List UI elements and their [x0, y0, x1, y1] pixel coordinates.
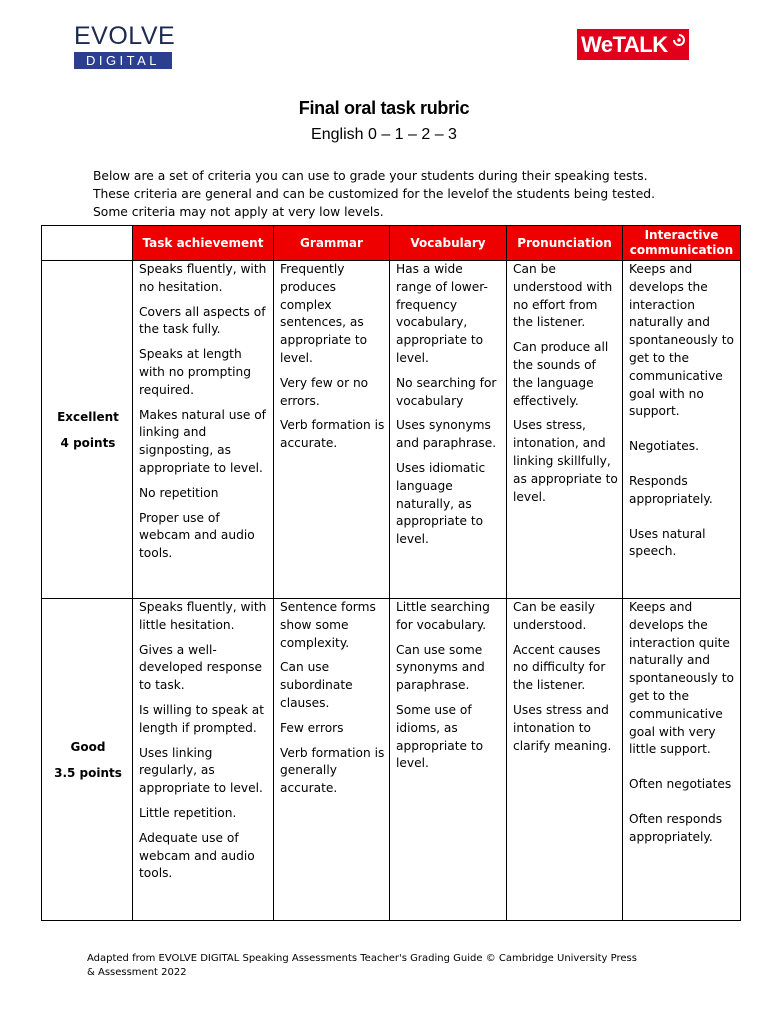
criterion: No searching for vocabulary — [396, 375, 497, 408]
level-label: Excellent — [57, 409, 119, 424]
level-excellent — [42, 261, 133, 599]
page-subtitle: English 0 – 1 – 2 – 3 — [311, 126, 457, 143]
page-title: Final oral task rubric — [298, 98, 470, 118]
criterion: Verb formation is generally accurate. — [280, 745, 385, 796]
criterion: Few errors — [280, 720, 344, 735]
criterion: Has a wide range of lower-frequency vocabulary, appropriate to level. — [396, 262, 488, 365]
criterion: Covers all aspects of the task fully. — [139, 304, 266, 337]
cell-task-achievement — [133, 599, 274, 921]
criterion: Often negotiates — [629, 777, 732, 792]
criterion: Negotiates. — [629, 439, 699, 454]
header-task-achievement: Task achievement — [133, 226, 274, 261]
criterion: Sentence forms show some complexity. — [280, 600, 376, 650]
cell-vocabulary — [390, 599, 507, 921]
header-interactive-communication: Interactive communication — [623, 226, 741, 261]
criterion: Is willing to speak at length if prompted. — [139, 702, 265, 735]
criterion: Speaks at length with no prompting required. — [139, 347, 251, 397]
criterion: Can use some synonyms and paraphrase. — [396, 642, 485, 693]
header-blank — [42, 226, 133, 261]
criterion: Can use subordinate clauses. — [280, 660, 353, 710]
cell-pronunciation — [507, 261, 623, 599]
rubric-table — [41, 225, 741, 921]
intro-line: These criteria are general and can be customized for the levelof the students being tested. — [93, 187, 655, 201]
intro-text — [93, 167, 693, 221]
criterion: Accent causes no difficulty for the listener. — [513, 642, 606, 693]
cell-grammar — [274, 261, 390, 599]
header-grammar: Grammar — [274, 226, 390, 261]
cell-interactive-communication — [623, 599, 741, 921]
swirl-icon — [672, 32, 686, 46]
header-vocabulary: Vocabulary — [390, 226, 507, 261]
criterion: Uses linking regularly, as appropriate to level. — [139, 745, 263, 796]
cell-interactive-communication — [623, 261, 741, 599]
evolve-logo-text: EVOLVE — [74, 22, 176, 50]
cell-pronunciation — [507, 599, 623, 921]
level-good — [42, 599, 133, 921]
criterion: No repetition — [139, 485, 219, 500]
criterion: Can be understood with no effort from the listener. — [513, 262, 613, 330]
wetalk-logo — [577, 29, 689, 60]
criterion: Uses idiomatic language naturally, as appropriate to level. — [396, 460, 486, 547]
table-header-row — [42, 226, 741, 261]
criterion: Some use of idioms, as appropriate to level. — [396, 702, 484, 771]
criterion: Responds appropriately. — [629, 473, 713, 506]
intro-line: Some criteria may not apply at very low levels. — [93, 205, 384, 219]
criterion: Uses stress, intonation, and linking skillfully, as appropriate to level. — [513, 418, 618, 504]
criterion: Can produce all the sounds of the language effectively. — [513, 340, 609, 408]
criterion: Keeps and develops the interaction naturally and spontaneously to get to the communicative goal with no support. — [629, 262, 734, 419]
criterion: Very few or no errors. — [280, 375, 369, 408]
criterion: Often responds appropriately. — [629, 811, 723, 844]
criterion: Makes natural use of linking and signposting, as appropriate to level. — [139, 407, 266, 475]
criterion: Little repetition. — [139, 805, 237, 820]
digital-logo-text: DIGITAL — [74, 52, 172, 69]
cell-task-achievement — [133, 261, 274, 599]
criterion: Proper use of webcam and audio tools. — [139, 510, 255, 561]
criterion: Uses stress and intonation to clarify meaning. — [513, 702, 612, 753]
criterion: Uses synonyms and paraphrase. — [396, 418, 497, 451]
level-points: 4 points — [60, 435, 116, 450]
evolve-digital-logo — [74, 24, 174, 69]
criterion: Little searching for vocabulary. — [396, 600, 490, 632]
criterion: Speaks fluently, with little hesitation. — [139, 600, 267, 632]
intro-line: Below are a set of criteria you can use to grade your students during their speaking tests. — [93, 169, 648, 183]
cell-vocabulary — [390, 261, 507, 599]
wetalk-logo-text: WeTALK — [581, 32, 668, 57]
criterion: Gives a well-developed response to task. — [139, 642, 262, 693]
cell-grammar — [274, 599, 390, 921]
footer-credit: Adapted from EVOLVE DIGITAL Speaking Assessments Teacher's Grading Guide © Cambridge University Press & Assessment 2022 — [87, 953, 637, 978]
header-pronunciation: Pronunciation — [507, 226, 623, 261]
criterion: Verb formation is accurate. — [280, 418, 385, 451]
criterion: Uses natural speech. — [629, 526, 706, 559]
level-points: 3.5 points — [54, 765, 122, 780]
table-row-excellent — [42, 261, 741, 599]
level-label: Good — [70, 739, 106, 754]
criterion: Speaks fluently, with no hesitation. — [139, 262, 267, 294]
criterion: Frequently produces complex sentences, as appropriate to level. — [280, 262, 368, 365]
table-row-good — [42, 599, 741, 921]
criterion: Keeps and develops the interaction quite naturally and spontaneously to get to the communicative goal with very little support. — [629, 600, 734, 757]
criterion: Adequate use of webcam and audio tools. — [139, 830, 255, 881]
criterion: Can be easily understood. — [513, 600, 595, 632]
